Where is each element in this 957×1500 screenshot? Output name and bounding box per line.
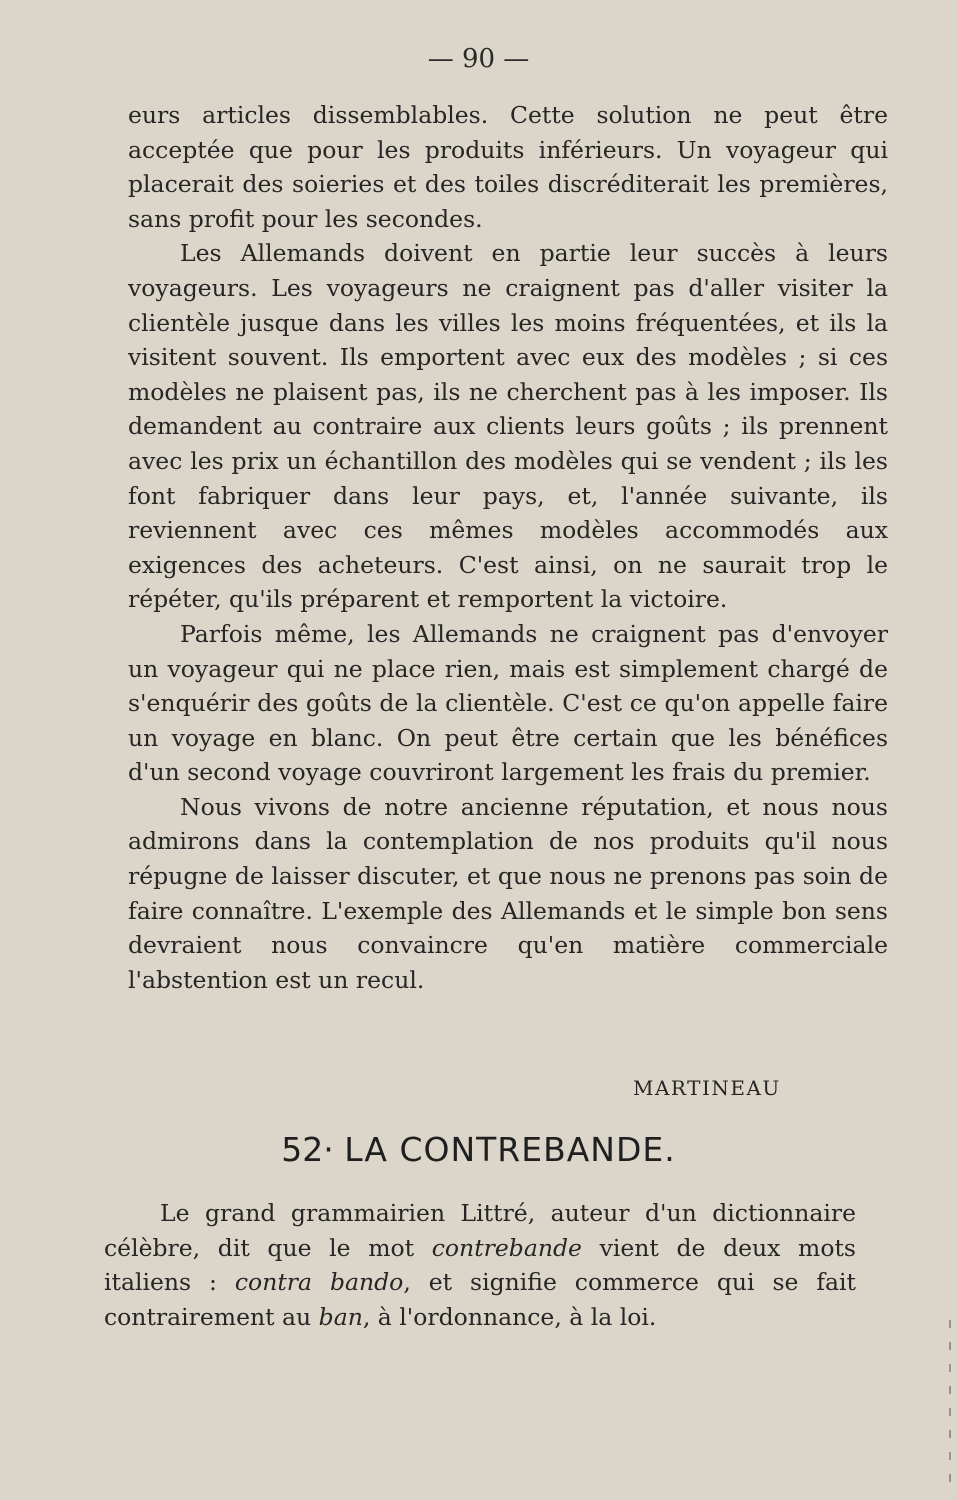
page-number: — 90 — bbox=[427, 44, 530, 74]
italic-term-ban: ban bbox=[318, 1302, 363, 1331]
text-run: , et signifie commerce qui se fait contrairement au bbox=[104, 1268, 857, 1331]
section-number: 52· bbox=[281, 1130, 334, 1169]
section-heading bbox=[0, 1130, 957, 1169]
section-title: LA CONTREBANDE. bbox=[344, 1130, 676, 1169]
author-signature: MARTINEAU bbox=[633, 1076, 781, 1100]
paragraph-continuation: eurs articles dissemblables. Cette solution ne peut être acceptée que pour les produits inférieurs. Un voyageur qui placerait des soieries et des toiles discréditerait les premières, sans profit pour les secondes. bbox=[128, 101, 888, 233]
main-text bbox=[128, 98, 888, 997]
italic-term-contrebande: contrebande bbox=[431, 1233, 582, 1262]
section-text bbox=[104, 1196, 856, 1334]
page-edge-mark bbox=[949, 1320, 951, 1490]
paragraph-reputation: Nous vivons de notre ancienne réputation, et nous nous admirons dans la contemplation de nos produits qu'il nous répugne de laisser discuter, et que nous ne prenons pas soin de faire connaître. L'exemple des Allemands et le simple bon sens devraient nous convaincre qu'en matière commerciale l'abstention est un recul. bbox=[128, 792, 888, 994]
paragraph-allemands-voyageurs: Les Allemands doivent en partie leur succès à leurs voyageurs. Les voyageurs ne craignent pas d'aller visiter la clientèle jusque dans les villes les moins fréquentées, et ils la visitent souvent. Ils emportent avec eux des modèles ; si ces modèles ne plaisent pas, ils ne cherchent pas à les imposer. Ils demandent au contraire aux clients leurs goûts ; ils prennent avec les prix un échantillon des modèles qui se vendent ; ils les font fabriquer dans leur pays, et, l'année suivante, ils reviennent avec ces mêmes modèles accommodés aux exigences des acheteurs. C'est ainsi, on ne saurait trop le répéter, qu'ils préparent et remportent la victoire. bbox=[128, 239, 888, 614]
text-run: , à l'ordonnance, à la loi. bbox=[362, 1302, 657, 1331]
italic-term-contra-bando: contra bando bbox=[234, 1268, 404, 1297]
text-run: vient de deux mots italiens : bbox=[104, 1233, 856, 1297]
paragraph-voyage-en-blanc: Parfois même, les Allemands ne craignent pas d'envoyer un voyageur qui ne place rien, mais est simplement chargé de s'enquérir des goûts de la clientèle. C'est ce qu'on appelle faire un voyage en blanc. On peut être certain que les bénéfices d'un second voyage couvriront largement les frais du premier. bbox=[128, 619, 888, 787]
text-run: Le grand grammairien Littré, auteur d'un dictionnaire célèbre, dit que le mot bbox=[104, 1199, 856, 1262]
paragraph-contrebande bbox=[104, 1196, 856, 1334]
